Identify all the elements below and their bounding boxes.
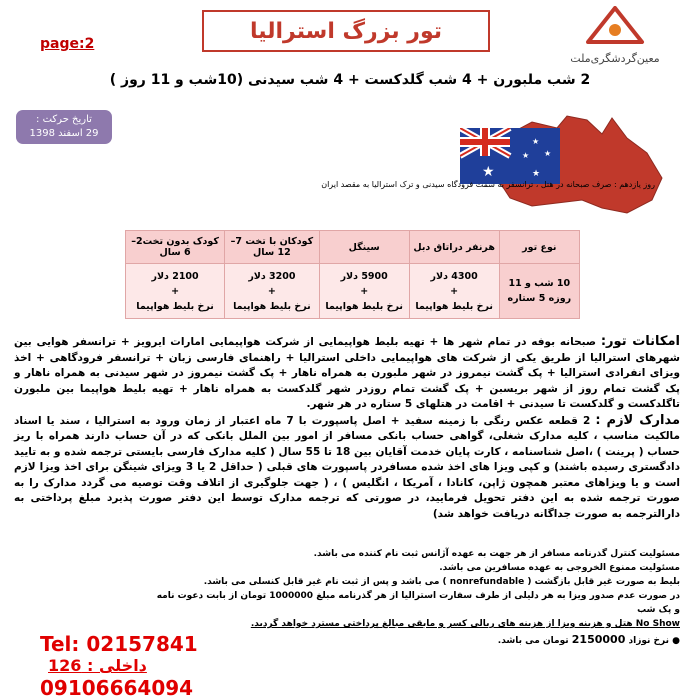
note-item: بلیط به صورت غیر قابل بازگشت ( nonrefundable ) می باشد و پس از ثبت نام غیر قابل کنسلی می باشد. bbox=[203, 577, 680, 587]
price-child-nobed: 2100 دلار bbox=[151, 270, 199, 282]
infant-rate-line bbox=[150, 633, 680, 648]
svg-text:★: ★ bbox=[522, 151, 530, 160]
facilities-section bbox=[14, 334, 680, 413]
bullet-icon: ● bbox=[672, 636, 680, 646]
price-plus: + bbox=[267, 285, 276, 297]
svg-text:★: ★ bbox=[544, 149, 552, 158]
infant-rate-value: 2150000 bbox=[571, 633, 626, 646]
facilities-heading: امکانات تور: bbox=[600, 334, 680, 349]
svg-text:★: ★ bbox=[532, 169, 541, 179]
facilities-text: صبحانه بوفه در تمام شهر ها + تهیه بلیط هواپیمایی از شرکت هواپیمایی امارات ایرویز + ترانسفر هوایی بین شهرهای استرالیا از طریق یکی از شرکت های هواپیمایی داخلی استرالیا + راهنمای فارسی زبان + ترانسفر فرودگاهی + اخذ ویزای انفرادی استرالیا + پک گشت نیمروز در شهر ملبورن به همراه ناهار + پک گشت نیمروز در شهر سیدنی به همراه ناهار و پک گشت تمام روز از شهر بریسبن + پک گشت تمام روزدر شهر گلدکست به همراه ناهار + تهیه بلیط هواپیما بین ملبورن تاگلدکست و گلدکست تا سیدنی + اقامت در هتلهای 5 ستاره در هر شهر. bbox=[14, 336, 680, 410]
header-tour-type: نوع تور bbox=[499, 231, 579, 264]
infant-rate-suffix: تومان می باشد. bbox=[497, 636, 569, 646]
page-number: page:2 bbox=[40, 36, 95, 52]
cell-single bbox=[319, 264, 409, 319]
cell-child-nobed bbox=[126, 264, 225, 319]
infant-rate-label: نرخ نوزاد bbox=[628, 636, 669, 646]
departure-date-value: 29 اسفند 1398 bbox=[29, 128, 99, 139]
price-ticket: نرخ بلیط هواپیما bbox=[233, 300, 311, 312]
australia-flag-icon bbox=[460, 128, 560, 184]
note-item: No Show هتل و هزینه ویزا از هزینه های ریالی کسر و مابقی مبالغ پرداختی مسترد خواهد گردید. bbox=[250, 619, 680, 629]
price-ticket: نرخ بلیط هواپیما bbox=[136, 300, 214, 312]
logo-icon bbox=[580, 6, 650, 46]
departure-date-label: تاریخ حرکت : bbox=[36, 114, 92, 125]
price-table bbox=[125, 230, 580, 319]
note-item: مسئولیت کنترل گذرنامه مسافر از هر جهت به عهده آژانس ثبت نام کننده می باشد. bbox=[313, 549, 680, 559]
note-item: در صورت عدم صدور ویزا به هر دلیلی از طرف سفارت استرالیا از هر گذرنامه مبلغ 1000000 تومان از بابت دعوت نامه و پک شب bbox=[156, 591, 680, 615]
price-ticket: نرخ بلیط هواپیما bbox=[415, 300, 493, 312]
price-child-bed: 3200 دلار bbox=[248, 270, 296, 282]
contact-mobile[interactable]: 09106664094 bbox=[40, 676, 194, 700]
contact-extension: داخلی : 126 bbox=[48, 656, 147, 675]
page-title: تور بزرگ استرالیا bbox=[202, 10, 490, 52]
final-day-note: روز یازدهم : صرف صبحانه در هتل ، ترانسفر به سمت فرودگاه سیدنی و ترک استرالیا به مقصد ایران bbox=[321, 180, 655, 189]
price-single: 5900 دلار bbox=[340, 270, 388, 282]
price-plus: + bbox=[360, 285, 369, 297]
documents-heading: مدارک لازم : bbox=[595, 412, 681, 428]
australia-flag bbox=[460, 128, 560, 184]
price-table-row bbox=[126, 264, 580, 319]
cell-double bbox=[409, 264, 499, 319]
terms-notes bbox=[150, 547, 680, 648]
price-plus: + bbox=[450, 285, 459, 297]
cell-tour-type: 10 شب و 11 روزه 5 ستاره bbox=[499, 264, 579, 319]
price-ticket: نرخ بلیط هواپیما bbox=[325, 300, 403, 312]
logo-text: معین‌گردشگری‌ملت bbox=[570, 52, 660, 65]
header-child-bed: کودکان با تخت 7– 12 سال bbox=[225, 231, 320, 264]
header-double: هرنفر دراتاق دبل bbox=[409, 231, 499, 264]
header-single: سینگل bbox=[319, 231, 409, 264]
documents-section bbox=[14, 413, 680, 523]
agency-logo bbox=[545, 6, 685, 66]
price-double: 4300 دلار bbox=[430, 270, 478, 282]
tour-details bbox=[14, 334, 680, 522]
price-plus: + bbox=[171, 285, 180, 297]
note-item: مسئولیت ممنوع الخروجی به عهده مسافرین می باشد. bbox=[439, 563, 680, 573]
tour-subtitle: 2 شب ملبورن + 4 شب گلدکست + 4 شب سیدنی (10شب و 11 روز ) bbox=[109, 72, 591, 88]
documents-text: 2 قطعه عکس رنگی با زمینه سفید + اصل پاسپورت با 7 ماه اعتبار از زمان ورود به استرالیا ، سند یا اسناد مالکیت مناسب ، کلیه مدارک شغلی، گواهی حساب بانکی مسافر از امور بین الملل بانکی که در آن حساب دارند همراه با ریز حساب ( پرینت ) ،اصل شناسنامه ، کارت پایان خدمت آقایان بین 18 تا 55 سال ( کلیه مدارک فارسی بایستی ترجمه شده و به تایید دادگستری رسیده باشند) و کپی ویزا های اخذ شده مسافردر پاسپورت های قبلی ( حداقل 2 یا 3 ویزای شینگن برای اخذ ویزا لازم است و یا ویزاهای معتبر همچون ژاپن، کانادا ، آمریکا ، انگلیس ) ، ( جهت جلوگیری از اتلاف وقت توصیه می گردد مدارک را به صورت ترجمه شده به این دفتر تحویل فرمایید، در صورتی که ترجمه مدارک توسط این دفتر صورت پذیرد مبلغ پرداختی به دارالترجمه به صورت جداگانه دریافت خواهد شد) bbox=[14, 414, 680, 520]
svg-text:★: ★ bbox=[482, 164, 495, 180]
header-child-nobed: کودک بدون تخت2–6 سال bbox=[126, 231, 225, 264]
price-table-header-row bbox=[126, 231, 580, 264]
cell-child-bed bbox=[225, 264, 320, 319]
departure-date-badge bbox=[16, 110, 112, 144]
contact-phone[interactable]: Tel: 02157841 bbox=[40, 632, 198, 656]
svg-text:★: ★ bbox=[532, 137, 540, 146]
